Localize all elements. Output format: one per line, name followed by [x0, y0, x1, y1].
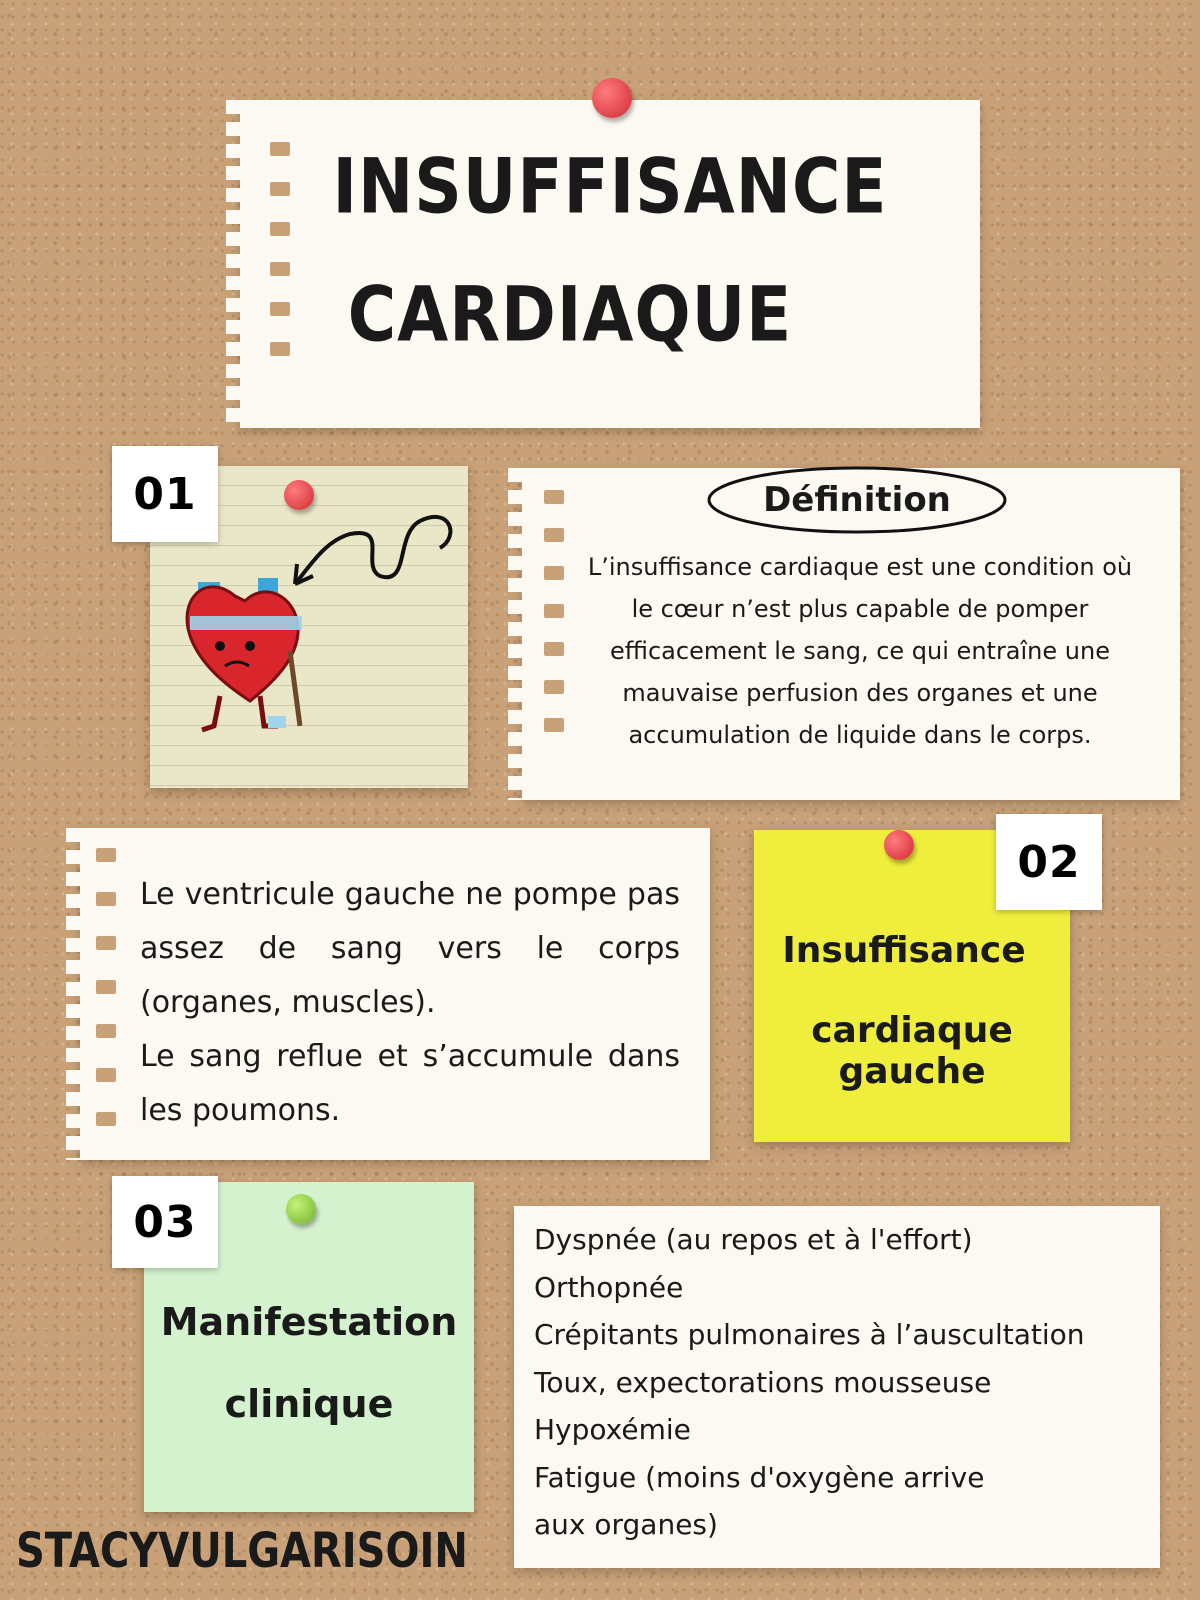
section-number-02: 02 — [996, 814, 1102, 910]
torn-edge — [66, 828, 96, 1160]
symptom-item: Orthopnée — [534, 1270, 684, 1304]
symptom-item: Fatigue (moins d'oxygène arrive — [534, 1460, 985, 1494]
section-number-03: 03 — [112, 1176, 218, 1268]
definition-card — [522, 468, 1180, 800]
left-failure-text-2: Le sang reflue et s’accumule dans les poumons. — [140, 1039, 680, 1128]
symptom-item: Toux, expectorations mousseuse — [534, 1365, 992, 1399]
green-pin-icon — [286, 1194, 316, 1224]
green-note-label-1: Manifestation — [160, 1300, 458, 1344]
red-pin-icon — [592, 78, 632, 118]
author-signature: STACYVULGARISOIN — [16, 1524, 468, 1580]
symptom-item: Dyspnée (au repos et à l'effort) — [534, 1223, 973, 1256]
green-note-label-2: clinique — [224, 1382, 394, 1426]
red-pin-icon — [884, 830, 914, 860]
page-title-line1: INSUFFISANCE — [332, 142, 888, 231]
symptom-list-card — [514, 1206, 1160, 1568]
left-failure-text-1: Le ventricule gauche ne pompe pas assez de sang vers le corps (organes, muscles). — [140, 877, 680, 1020]
yellow-note-label-2: cardiaque gauche — [811, 1010, 1013, 1092]
symptom-item: Crépitants pulmonaires à l’auscultation — [534, 1318, 1085, 1351]
symptom-item: aux organes) — [534, 1508, 718, 1541]
left-failure-text-card — [80, 828, 710, 1160]
yellow-note-label-1: Insuffisance — [782, 930, 1026, 971]
binder-holes — [96, 848, 116, 1126]
page-title-line2: CARDIAQUE — [347, 270, 793, 359]
definition-text: L’insuffisance cardiaque est une condition où le cœur n’est plus capable de pomper efficacement le sang, ce qui entraîne une mauvaise perfusion des organes et une accumulation de liquide dans le corps. — [587, 553, 1133, 749]
definition-heading: Définition — [763, 480, 951, 520]
torn-edge — [508, 468, 538, 800]
red-pin-icon — [284, 480, 314, 510]
title-card — [240, 100, 980, 428]
symptom-item: Hypoxémie — [534, 1413, 691, 1446]
binder-holes — [544, 490, 564, 732]
section-number-01: 01 — [112, 446, 218, 542]
